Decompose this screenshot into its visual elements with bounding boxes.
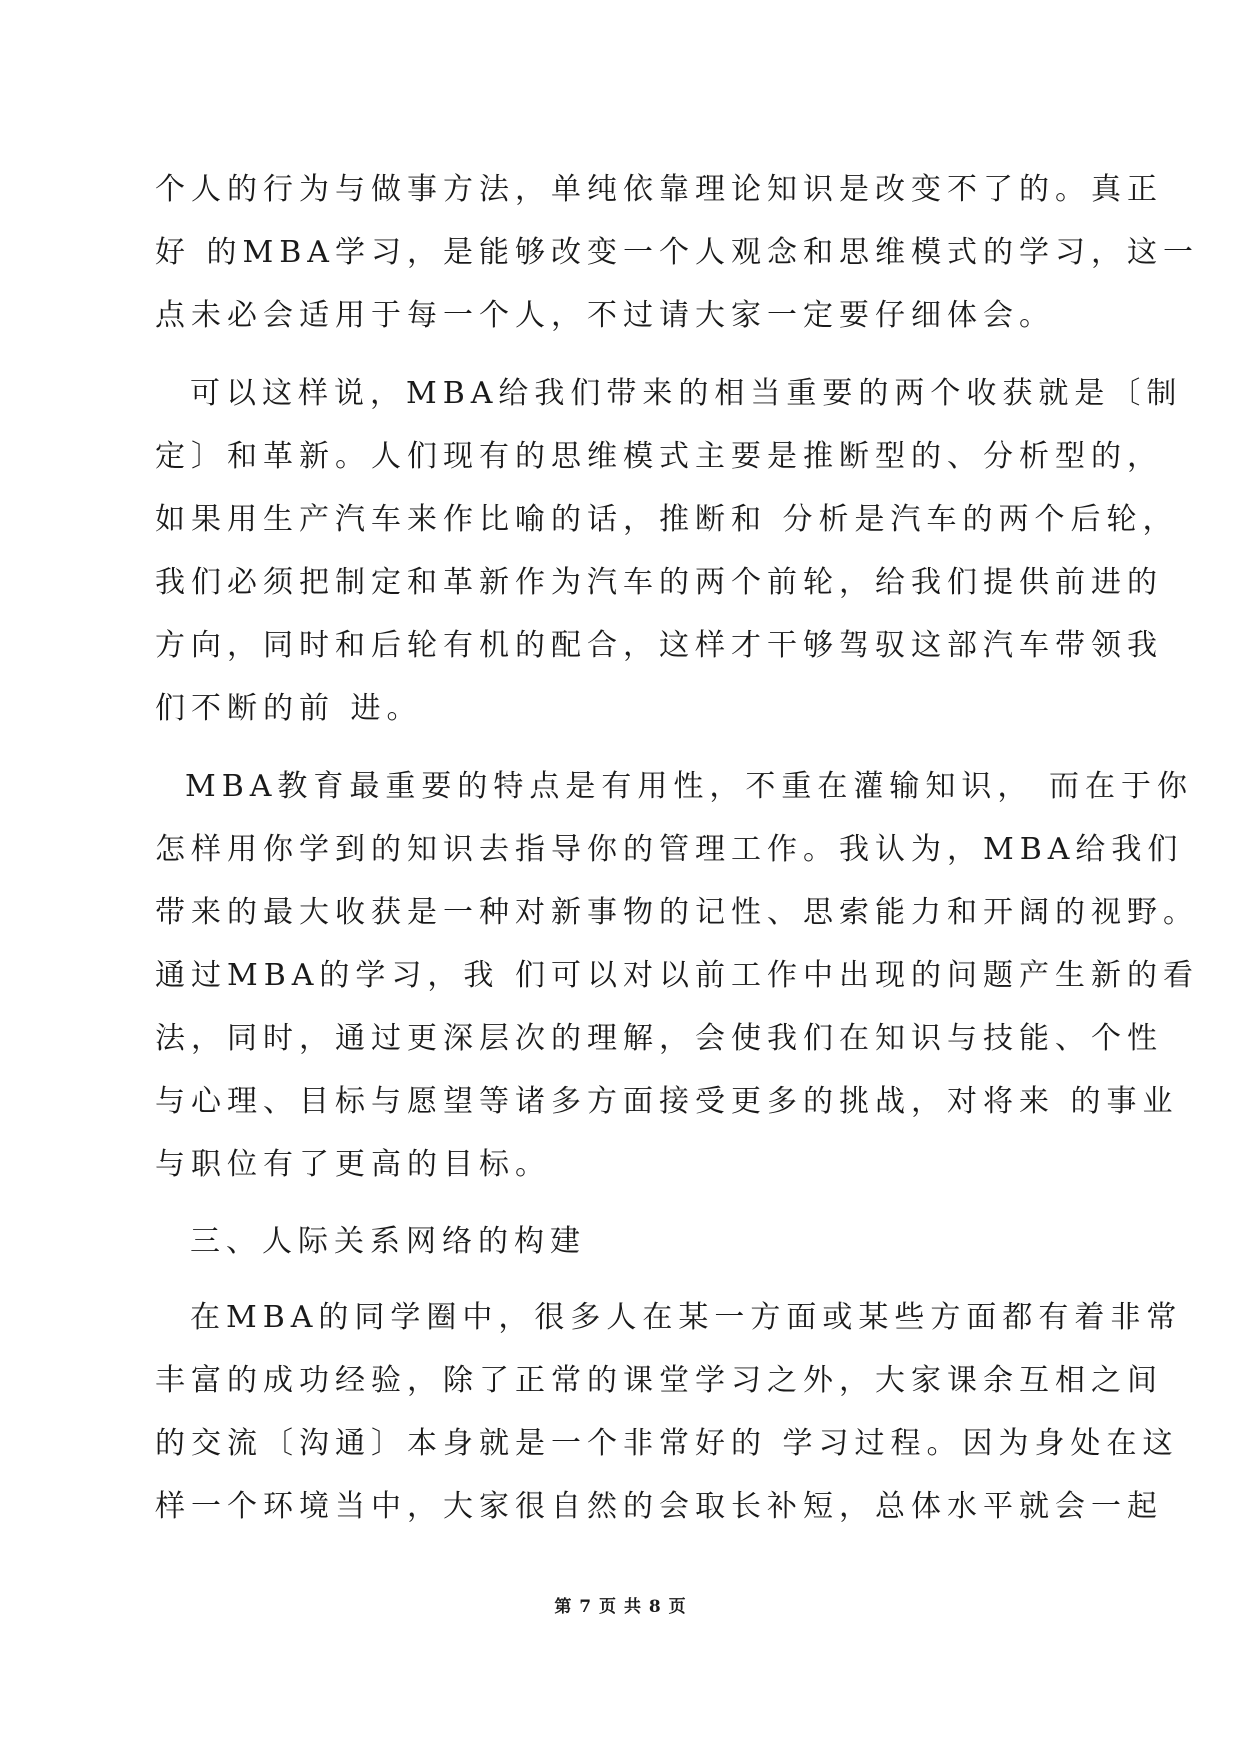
text-line: 与心理、目标与愿望等诸多方面接受更多的挑战，对将来 的事业 <box>155 1084 1179 1119</box>
text-line: 点未必会适用于每一个人，不过请大家一定要仔细体会。 <box>155 298 1055 333</box>
paragraph-first-line: 可以这样说，MBA给我们带来的相当重要的两个收获就是〔制 <box>190 376 1183 411</box>
section-heading: 三、人际关系网络的构建 <box>190 1224 586 1259</box>
text-line: 带来的最大收获是一种对新事物的记性、思索能力和开阔的视野。 <box>155 895 1199 930</box>
text-line: 们不断的前 进。 <box>155 691 423 726</box>
paragraph-first-line: 在MBA的同学圈中，很多人在某一方面或某些方面都有着非常 <box>190 1300 1183 1335</box>
text-line: 与职位有了更高的目标。 <box>155 1147 551 1182</box>
text-line: 丰富的成功经验，除了正常的课堂学习之外，大家课余互相之间 <box>155 1363 1163 1398</box>
text-line: 定〕和革新。人们现有的思维模式主要是推断型的、分析型的， <box>155 439 1163 474</box>
text-line: 好 的MBA学习，是能够改变一个人观念和思维模式的学习，这一 <box>155 235 1199 270</box>
text-line: 我们必须把制定和革新作为汽车的两个前轮，给我们提供前进的 <box>155 565 1163 600</box>
text-line: 方向，同时和后轮有机的配合，这样才干够驾驭这部汽车带领我 <box>155 628 1163 663</box>
text-line: 的交流〔沟通〕本身就是一个非常好的 学习过程。因为身处在这 <box>155 1426 1179 1461</box>
text-line: 怎样用你学到的知识去指导你的管理工作。我认为，MBA给我们 <box>155 832 1184 867</box>
text-line: 如果用生产汽车来作比喻的话，推断和 分析是汽车的两个后轮， <box>155 502 1179 537</box>
page-number-footer: 第 7 页 共 8 页 <box>554 1597 687 1617</box>
paragraph-first-line: MBA教育最重要的特点是有用性，不重在灌输知识， 而在于你 <box>185 769 1193 804</box>
text-line: 样一个环境当中，大家很自然的会取长补短，总体水平就会一起 <box>155 1489 1163 1524</box>
text-line: 个人的行为与做事方法，单纯依靠理论知识是改变不了的。真正 <box>155 172 1163 207</box>
text-line: 通过MBA的学习，我 们可以对以前工作中出现的问题产生新的看 <box>155 958 1199 993</box>
text-line: 法，同时，通过更深层次的理解，会使我们在知识与技能、个性 <box>155 1021 1163 1056</box>
